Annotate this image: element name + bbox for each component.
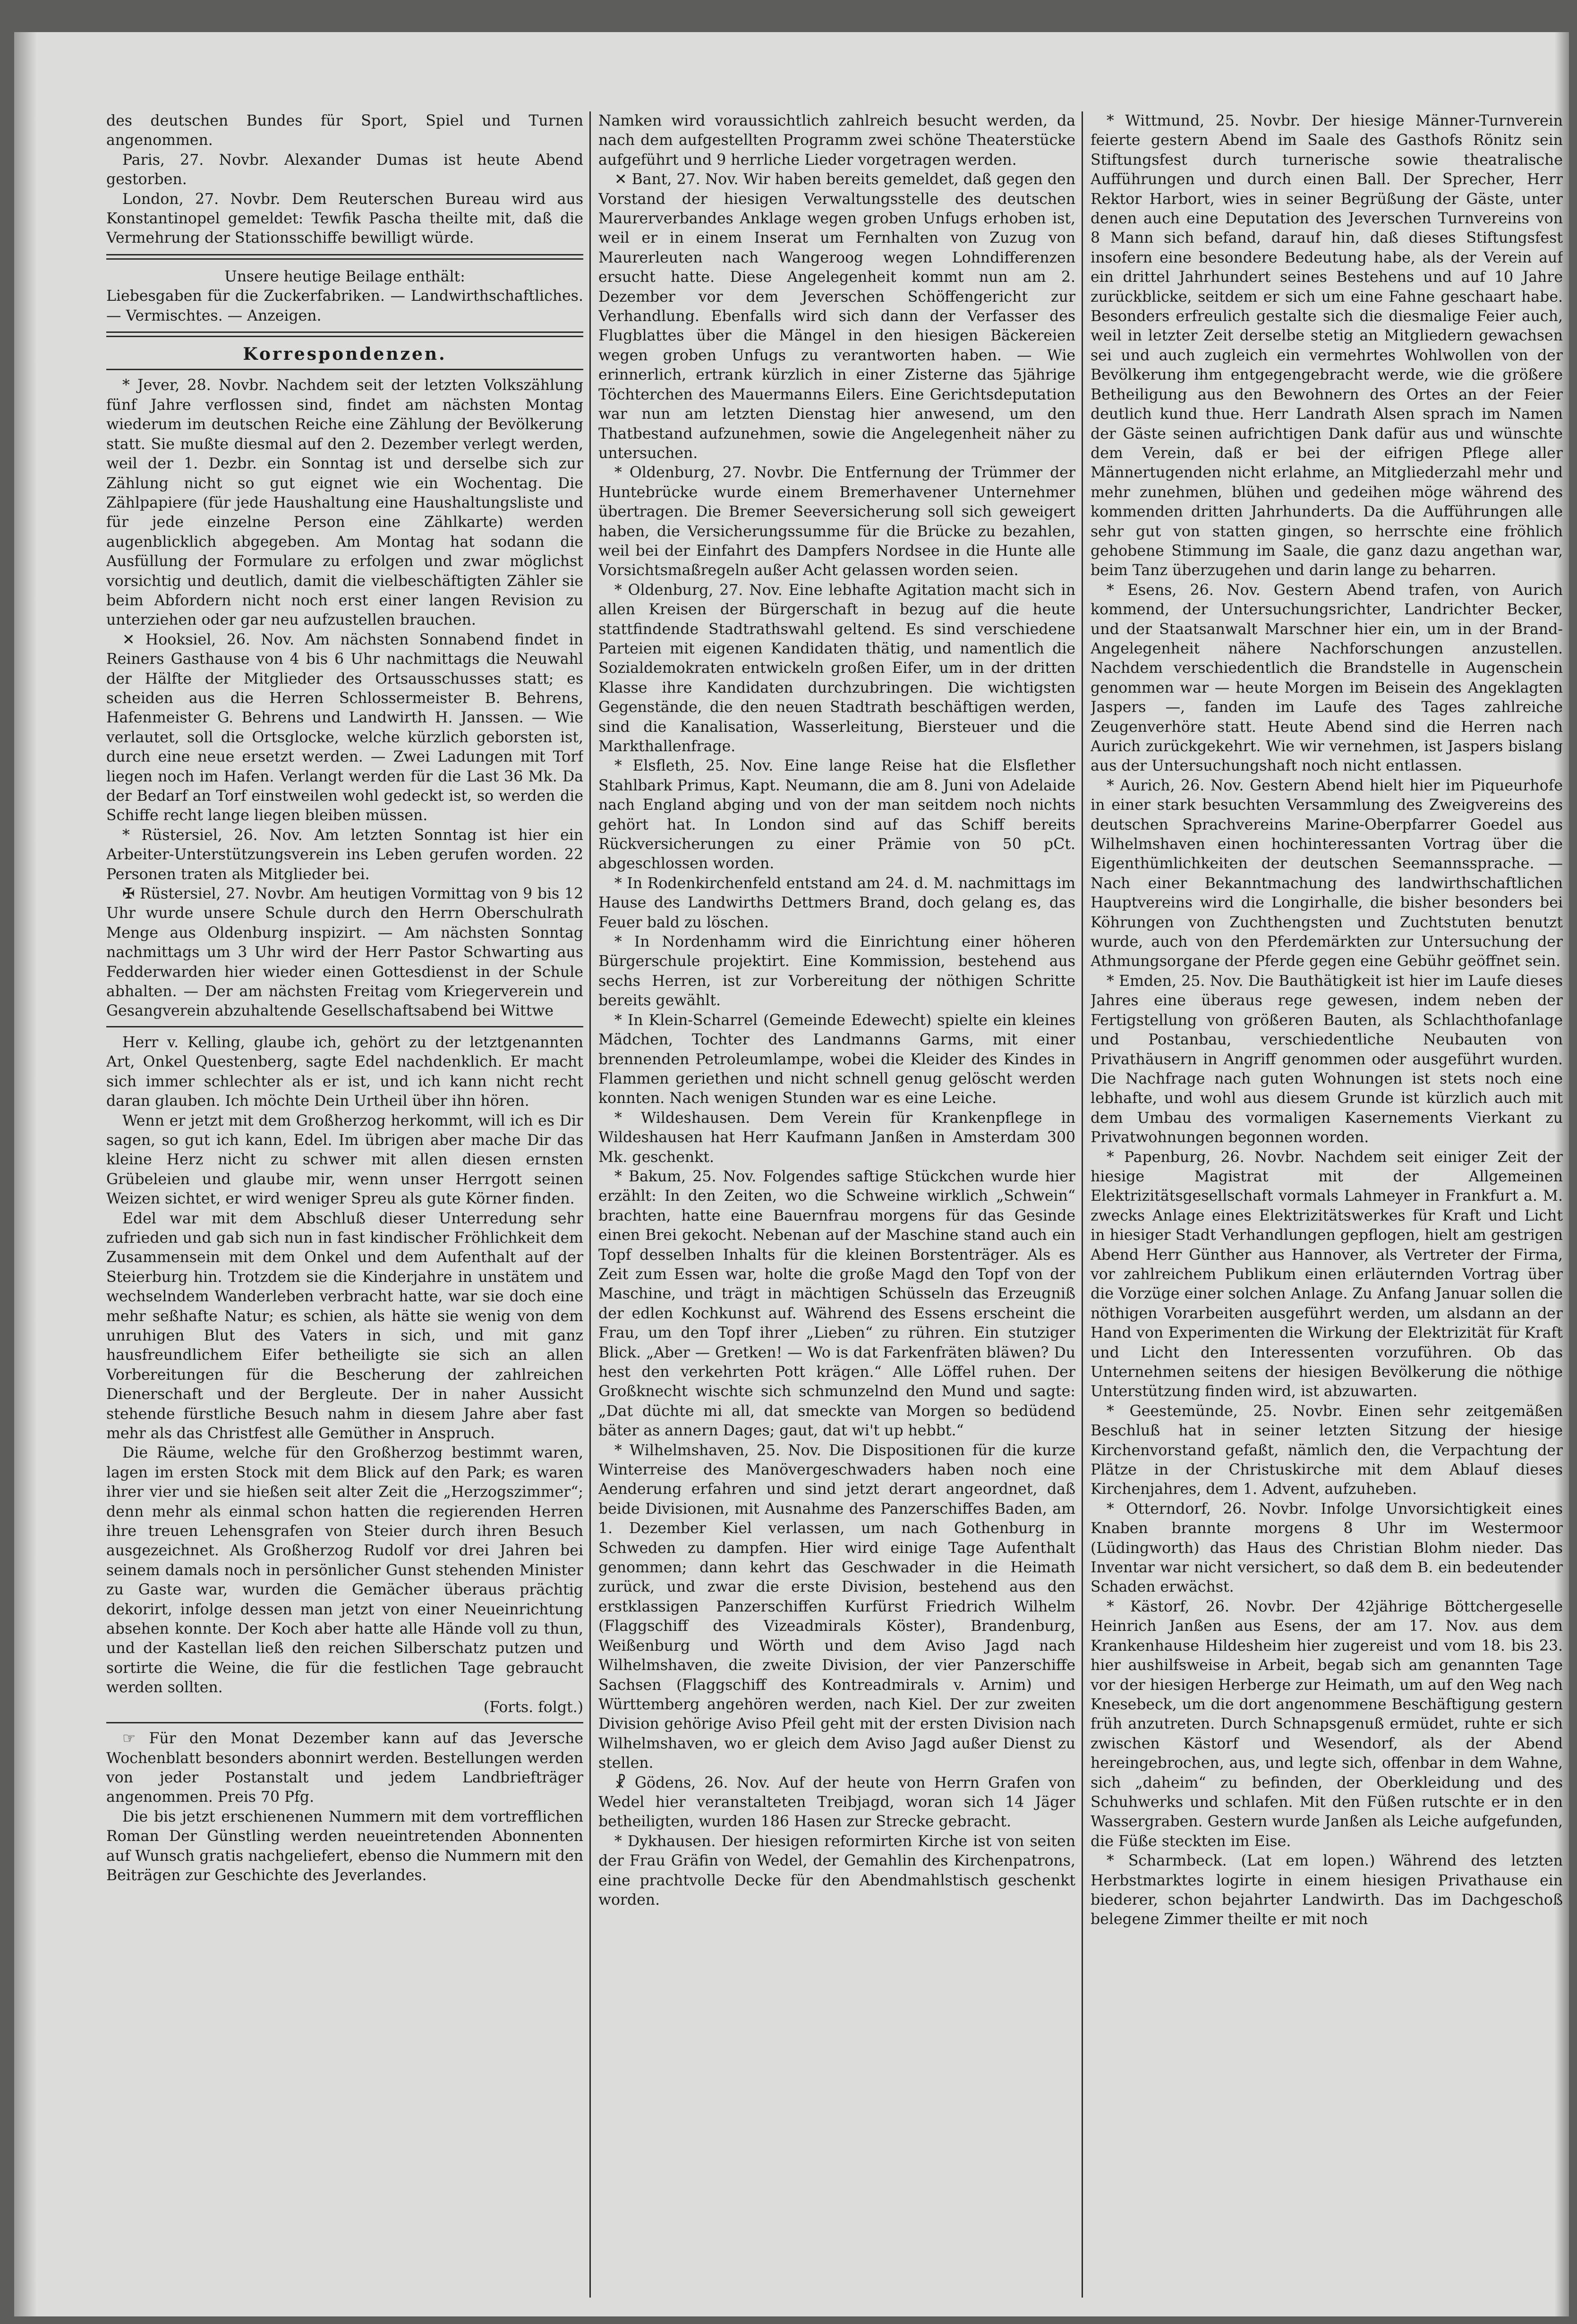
- news-item: * Geestemünde, 25. Novbr. Einen sehr zeitgemäßen Beschluß hat in seiner letzten Sitzung der hiesige Kirchenvorstand gefaßt, nämlich den, die Verpachtung der Plätze in der Christuskirche mit dem Ablauf dieses Kirchenjahres, dem 1. Advent, aufzuheben.: [1091, 1402, 1563, 1498]
- news-item: * Wildeshausen. Dem Verein für Krankenpflege in Wildeshausen hat Herr Kaufmann Janßen in Amsterdam 300 Mk. geschenkt.: [598, 1109, 1075, 1166]
- news-item: London, 27. Novbr. Dem Reuterschen Bureau wird aus Konstantinopel gemeldet: Tewfik Pascha theilte mit, daß die Vermehrung der Stationsschiffe bewilligt würde.: [106, 190, 583, 247]
- column-1: [106, 111, 583, 2298]
- novel-paragraph: Die Räume, welche für den Großherzog bestimmt waren, lagen im ersten Stock mit dem Blick auf den Park; es waren ihrer vier und sie hießen seit alter Zeit die „Herzogszimmer“; denn mehr als einmal schon hatten die regierenden Herren ihre treuen Lehensgrafen von Steier durch ihren Besuch ausgezeichnet. Als Großherzog Rudolf vor drei Jahren bei seinem damals noch in persönlicher Gunst stehenden Minister zu Gaste war, wurden die Gemächer überaus prächtig dekorirt, infolge dessen man jetzt von einer Neueinrichtung absehen konnte. Der Koch aber hatte alle Hände voll zu thun, und der Kastellan ließ den reichen Silberschatz putzen und sortirte die Weine, die für die festlichen Tage gebraucht werden sollten.: [106, 1444, 583, 1696]
- news-item: * Dykhausen. Der hiesigen reformirten Kirche ist von seiten der Frau Gräfin von Wedel, der Gemahlin des Kirchenpatrons, eine prachtvolle Decke für den Abendmahlstisch geschenkt worden.: [598, 1832, 1075, 1908]
- news-item: * Wittmund, 25. Novbr. Der hiesige Männer-Turnverein feierte gestern Abend im Saale des Gasthofs Rönitz sein Stiftungsfest durch turnerische sowie theatralische Aufführungen und durch einen Ball. Der Sprecher, Herr Rektor Harbort, wies in seiner Begrüßung der Gäste, unter denen auch eine Deputation des Jeverschen Turnvereins von 8 Mann sich befand, darauf hin, daß dieses Stiftungsfest insofern eine besondere Bedeutung habe, als der Verein auf ein drittel Jahrhundert seines Bestehens und auf 10 Jahre zurückblicke, seitdem er sich um eine Fahne geschaart habe. Besonders erfreulich gestalte sich die diesmalige Feier auch, weil in letzter Zeit derselbe stetig an Mitgliedern gewachsen sei und auch zugleich ein vermehrtes Wohlwollen von der Bevölkerung ihm entgegengebracht werde, wie die größere Betheiligung aus den Bewohnern des Ortes an der Feier deutlich kund thue. Herr Landrath Alsen sprach im Namen der Gäste seinen aufrichtigen Dank dafür aus und wünschte dem Verein, daß er bei der eifrigen Pflege aller Männertugenden nicht erlahme, an Mitgliederzahl mehr und mehr zunehmen, blühen und gedeihen möge während des kommenden dritten Jahrhunderts. Da die Aufführungen alle sehr gut von statten gingen, so herrschte eine fröhlich gehobene Stimmung im Saale, die ganz dazu angethan war, beim Tanz überzugehen und darin lange zu beharren.: [1091, 112, 1563, 579]
- news-item: Paris, 27. Novbr. Alexander Dumas ist heute Abend gestorben.: [106, 151, 583, 188]
- divider: [106, 254, 583, 260]
- news-item: * In Nordenhamm wird die Einrichtung einer höheren Bürgerschule projektirt. Eine Kommission, bestehend aus sechs Herren, ist zur Vorbereitung der nöthigen Schritte bereits gewählt.: [598, 933, 1075, 1009]
- page-shadow-left: [14, 32, 37, 2316]
- divider: [106, 369, 583, 370]
- news-item: * Emden, 25. Nov. Die Bauthätigkeit ist hier im Laufe dieses Jahres eine überaus rege gewesen, indem neben der Fertigstellung von größeren Bauten, als Schlachthofanlage und Postanbau, verschiedentliche Neubauten von Privathäusern in Angriff genommen oder ausgeführt wurden. Die Nachfrage nach guten Wohnungen ist stets noch eine lebhafte, und wohl aus diesem Grunde ist kürzlich auch mit dem Umbau des vormaligen Kasernements Vierkant zu Privatwohnungen begonnen worden.: [1091, 972, 1563, 1146]
- news-item: * Bakum, 25. Nov. Folgendes saftige Stückchen wurde hier erzählt: In den Zeiten, wo die Schweine wirklich „Schwein“ brachten, hatte eine Bauernfrau morgens für das Gesinde einen Brei gekocht. Nebenan auf der Maschine stand auch ein Topf desselben Inhalts für die kleinen Borstenträger. Als es Zeit zum Essen war, holte die große Magd den Topf von der Maschine, und trägt in mächtigen Schüsseln das Erzeugniß der edlen Kochkunst auf. Während des Essens erscheint die Frau, um den Topf ihrer „Lieben“ zu rühren. Ein stutziger Blick. „Aber — Gretken! — Wo is dat Farkenfräten bläwen? Du hest den verkehrten Pott krägen.“ Alle Löffel ruhen. Der Großknecht wischte sich schmunzelnd den Mund und sagte: „Dat düchte mi all, dat smeckte van Morgen so bedüdend bäter as annern Dages; gaut, dat wi't up hebbt.“: [598, 1168, 1075, 1440]
- news-item: * Papenburg, 26. Novbr. Nachdem seit einiger Zeit der hiesige Magistrat mit der Allgemeinen Elektrizitätsgesellschaft vormals Lahmeyer in Frankfurt a. M. zwecks Anlage eines Elektrizitätswerkes für Kraft und Licht in hiesiger Stadt Verhandlungen gepflogen, hielt am gestrigen Abend Herr Günther aus Hannover, als Vertreter der Firma, vor zahlreichem Publikum einen erläuternden Vortrag über die Vorzüge einer solchen Anlage. Zu Anfang Januar sollen die nöthigen Vorarbeiten ausgeführt werden, um alsdann an der Hand von Experimenten die Wirkung der Elektrizität für Kraft und Licht den Interessenten vorzuführen. Ob das Unternehmen seitens der hiesigen Bevölkerung die nöthige Unterstützung finden wird, ist abzuwarten.: [1091, 1148, 1563, 1400]
- news-item: des deutschen Bundes für Sport, Spiel und Turnen angenommen.: [106, 112, 583, 149]
- news-item: * Oldenburg, 27. Nov. Eine lebhafte Agitation macht sich in allen Kreisen der Bürgerschaft in bezug auf die heute stattfindende Stadtrathswahl geltend. Es sind verschiedene Parteien mit eigenen Kandidaten thätig, und namentlich die Sozialdemokraten entwickeln großen Eifer, um in der dritten Klasse ihre Kandidaten durchzubringen. Die wichtigsten Gegenstände, die den neuen Stadtrath beschäftigen werden, sind die Kanalisation, Wasserleitung, Biersteuer und die Markthallenfrage.: [598, 581, 1075, 755]
- news-item: ✕ Hooksiel, 26. Nov. Am nächsten Sonnabend findet in Reiners Gasthause von 4 bis 6 Uhr nachmittags die Neuwahl der Hälfte der Mitglieder des Ortsausschusses statt; es scheiden aus die Herren Schlossermeister B. Behrens, Hafenmeister G. Behrens und Landwirth H. Janssen. — Wie verlautet, soll die Ortsglocke, welche kürzlich geborsten ist, durch eine neue ersetzt werden. — Zwei Ladungen mit Torf liegen noch im Hafen. Verlangt werden für die Last 36 Mk. Da der Bedarf an Torf einstweilen wohl gedeckt ist, so werden die Schiffe recht lange liegen bleiben müssen.: [106, 631, 583, 824]
- news-item: * In Rodenkirchenfeld entstand am 24. d. M. nachmittags im Hause des Landwirths Dettmers Brand, doch gelang es, das Feuer bald zu löschen.: [598, 874, 1075, 931]
- subscription-notice: ☞ Für den Monat Dezember kann auf das Jeversche Wochenblatt besonders abonnirt werden. Bestellungen werden von jeder Postanstalt und jedem Landbriefträger angenommen. Preis 70 Pfg.: [106, 1730, 583, 1806]
- back-issues-notice: Die bis jetzt erschienenen Nummern mit dem vortrefflichen Roman Der Günstling werden neueintretenden Abonnenten auf Wunsch gratis nachgeliefert, ebenso die Nummern mit den Beiträgen zur Geschichte des Jeverlandes.: [106, 1808, 583, 1884]
- novel-paragraph: Wenn er jetzt mit dem Großherzog herkommt, will ich es Dir sagen, so gut ich kann, Edel. Im übrigen aber mache Dir das kleine Herz nicht zu schwer mit allen diesen ernsten Grübeleien und glaube mir, wenn unser Herrgott seinen Weizen sichtet, er wird weniger Spreu als gute Körner finden.: [106, 1112, 583, 1208]
- divider: [106, 331, 583, 337]
- column-rule-1: [589, 111, 591, 2298]
- news-item: * Rüstersiel, 26. Nov. Am letzten Sonntag ist hier ein Arbeiter-Unterstützungsverein ins Leben gerufen worden. 22 Personen traten als Mitglieder bei.: [106, 826, 583, 883]
- feuilleton-divider: [106, 1026, 583, 1027]
- news-item: ✠ Rüstersiel, 27. Novbr. Am heutigen Vormittag von 9 bis 12 Uhr wurde unsere Schule durch den Herrn Oberschulrath Menge aus Oldenburg inspizirt. — Am nächsten Sonntag nachmittags um 3 Uhr wird der Herr Pastor Schwarting aus Fedderwarden hier wieder einen Gottesdienst in der Schule abhalten. — Der am nächsten Freitag vom Kriegerverein und Gesangverein abzuhaltende Gesellschaftsabend bei Wittwe: [106, 885, 583, 1020]
- newspaper-page: [14, 32, 1569, 2316]
- continuation-note: (Forts. folgt.): [483, 1698, 583, 1716]
- section-heading: Korrespondenzen.: [243, 344, 447, 365]
- news-item: * Otterndorf, 26. Novbr. Infolge Unvorsichtigkeit eines Knaben brannte morgens 8 Uhr im Westermoor (Lüdingworth) das Haus des Christian Blohm nieder. Das Inventar war nicht versichert, so daß dem B. ein bedeutender Schaden erwächst.: [1091, 1500, 1563, 1596]
- news-item: * Esens, 26. Nov. Gestern Abend trafen, von Aurich kommend, der Untersuchungsrichter, Landrichter Becker, und der Staatsanwalt Marschner hier ein, um in der Brand-Angelegenheit nähere Nachforschungen anzustellen. Nachdem verschiedentlich die Brandstelle in Augenschein genommen war — heute Morgen im Beisein des Angeklagten Jaspers —, fanden im Laufe des Tages zahlreiche Zeugenverhöre statt. Heute Abend sind die Herren nach Aurich zurückgekehrt. Wie wir vernehmen, ist Jaspers bislang aus der Untersuchungshaft noch nicht entlassen.: [1091, 581, 1563, 775]
- news-item: * Jever, 28. Novbr. Nachdem seit der letzten Volkszählung fünf Jahre verflossen sind, findet am nächsten Montag wiederum im deutschen Reiche eine Zählung der Bevölkerung statt. Sie mußte diesmal auf den 2. Dezember verlegt werden, weil der 1. Dezbr. ein Sonntag ist und derselbe sich zur Zählung nicht so gut eignet wie ein Wochentag. Die Zählpapiere (für jede Haushaltung eine Haushaltungsliste und für jede einzelne Person eine Zählkarte) werden augenblicklich abgegeben. Am Montag hat sodann die Ausfüllung der Formulare zu erfolgen und zwar möglichst vorsichtig und deutlich, damit die vielbeschäftigten Zähler sie beim Abfordern nicht noch erst einer langen Revision zu unterziehen oder gar neu aufzustellen brauchen.: [106, 377, 583, 629]
- news-item: ✕ Bant, 27. Nov. Wir haben bereits gemeldet, daß gegen den Vorstand der hiesigen Verwaltungsstelle des deutschen Maurerverbandes Anklage wegen groben Unfugs erhoben ist, weil er in einem Inserat um Fernhalten von Zuzug von Maurerleuten nach Wangeroog wegen Lohndifferenzen ersucht hatte. Diese Angelegenheit kommt nun am 2. Dezember vor dem Jeverschen Schöffengericht zur Verhandlung. Ebenfalls wird sich dann der Verfasser des Flugblattes über die Mängel in den hiesigen Bäckereien wegen groben Unfugs zu verantworten haben. — Wie erinnerlich, ertrank kürzlich in einer Zisterne das 5jährige Töchterchen des Mauermanns Eilers. Eine Gerichtsdeputation war nun am letzten Dienstag hier anwesend, um den Thatbestand aufzunehmen, sowie die Angelegenheit näher zu untersuchen.: [598, 171, 1075, 462]
- column-2: [598, 111, 1075, 2298]
- news-item: * Wilhelmshaven, 25. Nov. Die Dispositionen für die kurze Winterreise des Manövergeschwaders haben noch eine Aenderung erfahren und sind jetzt derart angeordnet, daß beide Divisionen, mit Ausnahme des Panzerschiffes Baden, am 1. Dezember Kiel verlassen, um nach Gothenburg in Schweden zu dampfen. Hier wird einige Tage Aufenthalt genommen; dann kehrt das Geschwader in die Heimath zurück, und zwar die erste Division, bestehend aus den erstklassigen Panzerschiffen Kurfürst Friedrich Wilhelm (Flaggschiff des Vizeadmirals Köster), Brandenburg, Weißenburg und Wörth und dem Aviso Jagd nach Wilhelmshaven, die zweite Division, der vier Panzerschiffe Sachsen (Flaggschiff des Kontreadmirals v. Arnim) und Württemberg angehören werden, nach Kiel. Der zur zweiten Division gehörige Aviso Pfeil geht mit der ersten Division nach Wilhelmshaven, wo er gleich dem Aviso Jagd außer Dienst zu stellen.: [598, 1442, 1075, 1772]
- supplement-text: Liebesgaben für die Zuckerfabriken. — Landwirthschaftliches. — Vermischtes. — Anzeigen.: [106, 288, 583, 324]
- column-3: [1091, 111, 1563, 2298]
- news-item: * Oldenburg, 27. Novbr. Die Entfernung der Trümmer der Huntebrücke wurde einem Bremerhavener Unternehmer übertragen. Die Bremer Seeversicherung soll sich geweigert haben, die Versicherungssumme für die Brücke zu bezahlen, weil bei der Einfahrt des Dampfers Nordsee in die Hunte alle Vorsichtsmaßregeln außer Acht gelassen worden seien.: [598, 464, 1075, 579]
- novel-paragraph: Edel war mit dem Abschluß dieser Unterredung sehr zufrieden und gab sich nun in fast kindischer Fröhlichkeit dem Zusammensein mit dem Onkel und dem Aufenthalt auf der Steierburg hin. Trotzdem sie die Kinderjahre in unstätem und wechselndem Wanderleben verbracht hatte, war sie doch eine mehr seßhafte Natur; es schien, als hätte sie wenig von dem unruhigen Blut des Vaters in sich, und mit ganz hausfreundlichem Eifer betheiligte sie sich an allen Vorbereitungen für die Bescherung der zahlreichen Dienerschaft und der Bergleute. Der in naher Aussicht stehende fürstliche Besuch nahm in diesem Jahre aber fast mehr als das Christfest alle Gemüther in Anspruch.: [106, 1210, 583, 1442]
- news-item: * Scharmbeck. (Lat em lopen.) Während des letzten Herbstmarktes logirte in einem hiesigen Privathause ein biederer, schon bejahrter Landwirth. Das im Dachgeschoß belegene Zimmer theilte er mit noch: [1091, 1852, 1563, 1928]
- news-item: * Elsfleth, 25. Nov. Eine lange Reise hat die Elsflether Stahlbark Primus, Kapt. Neumann, die am 8. Juni von Adelaide nach England abging und von der man seitdem noch nichts gehört hat. In London sind auf das Schiff bereits Rückversicherungen zu einer Prämie von 50 pCt. abgeschlossen worden.: [598, 757, 1075, 873]
- column-rule-2: [1082, 111, 1083, 2298]
- news-item: Namken wird voraussichtlich zahlreich besucht werden, da nach dem aufgestellten Programm zwei schöne Theaterstücke aufgeführt und 9 herrliche Lieder vorgetragen werden.: [598, 112, 1075, 169]
- news-item: ☧ Gödens, 26. Nov. Auf der heute von Herrn Grafen von Wedel hier veranstalteten Treibjagd, woran sich 14 Jäger betheiligten, wurden 186 Hasen zur Strecke gebracht.: [598, 1774, 1075, 1831]
- novel-paragraph: Herr v. Kelling, glaube ich, gehört zu der letztgenannten Art, Onkel Questenberg, sagte Edel nachdenklich. Er macht sich immer schlechter als er ist, und ich kann nicht recht daran glauben. Ich möchte Dein Urtheil über ihn hören.: [106, 1034, 583, 1110]
- news-item: * Kästorf, 26. Novbr. Der 42jährige Böttchergeselle Heinrich Janßen aus Esens, der am 17. Nov. aus dem Krankenhause Hildesheim hier zugereist und vom 18. bis 23. hier aushilfsweise in Arbeit, begab sich am genannten Tage vor der hiesigen Herberge zur Heimath, um auf den Weg nach Knesebeck, um die dort angenommene Beschäftigung gestern früh anzutreten. Durch Schnapsgenuß ermüdet, ruhte er sich zwischen Kästorf und Wesendorf, als der Abend hereingebrochen, aus, und legte sich, offenbar in dem Wahne, sich „daheim“ zu befinden, der Oberkleidung und des Schuhwerks und schlafen. Mit den Füßen rutschte er in den Wassergraben. Gestern wurde Janßen als Leiche aufgefunden, die Füße steckten im Eise.: [1091, 1598, 1563, 1850]
- news-item: * Aurich, 26. Nov. Gestern Abend hielt hier im Piqueurhofe in einer stark besuchten Versammlung des Zweigvereins des deutschen Sprachvereins Marine-Oberpfarrer Goedel aus Wilhelmshaven einen hochinteressanten Vortrag über die Eigenthümlichkeiten der deutschen Seemannssprache. — Nach einer Bekanntmachung des landwirthschaftlichen Hauptvereins wird die Longirhalle, die bisher besonders bei Köhrungen von Zuchthengsten und Zuchtstuten benutzt wurde, auch von den Pferdemärkten zur Untersuchung der Athmungsorgane der Pferde gegen eine Gebühr geöffnet sein.: [1091, 777, 1563, 970]
- divider: [106, 1722, 583, 1723]
- supplement-title: Unsere heutige Beilage enthält:: [224, 268, 465, 285]
- news-item: * In Klein-Scharrel (Gemeinde Edewecht) spielte ein kleines Mädchen, Tochter des Landmanns Garms, mit einer brennenden Petroleumlampe, wobei die Kleider des Kindes in Flammen geriethen und nicht schnell genug gelöscht werden konnten. Nach wenigen Stunden war es eine Leiche.: [598, 1011, 1075, 1107]
